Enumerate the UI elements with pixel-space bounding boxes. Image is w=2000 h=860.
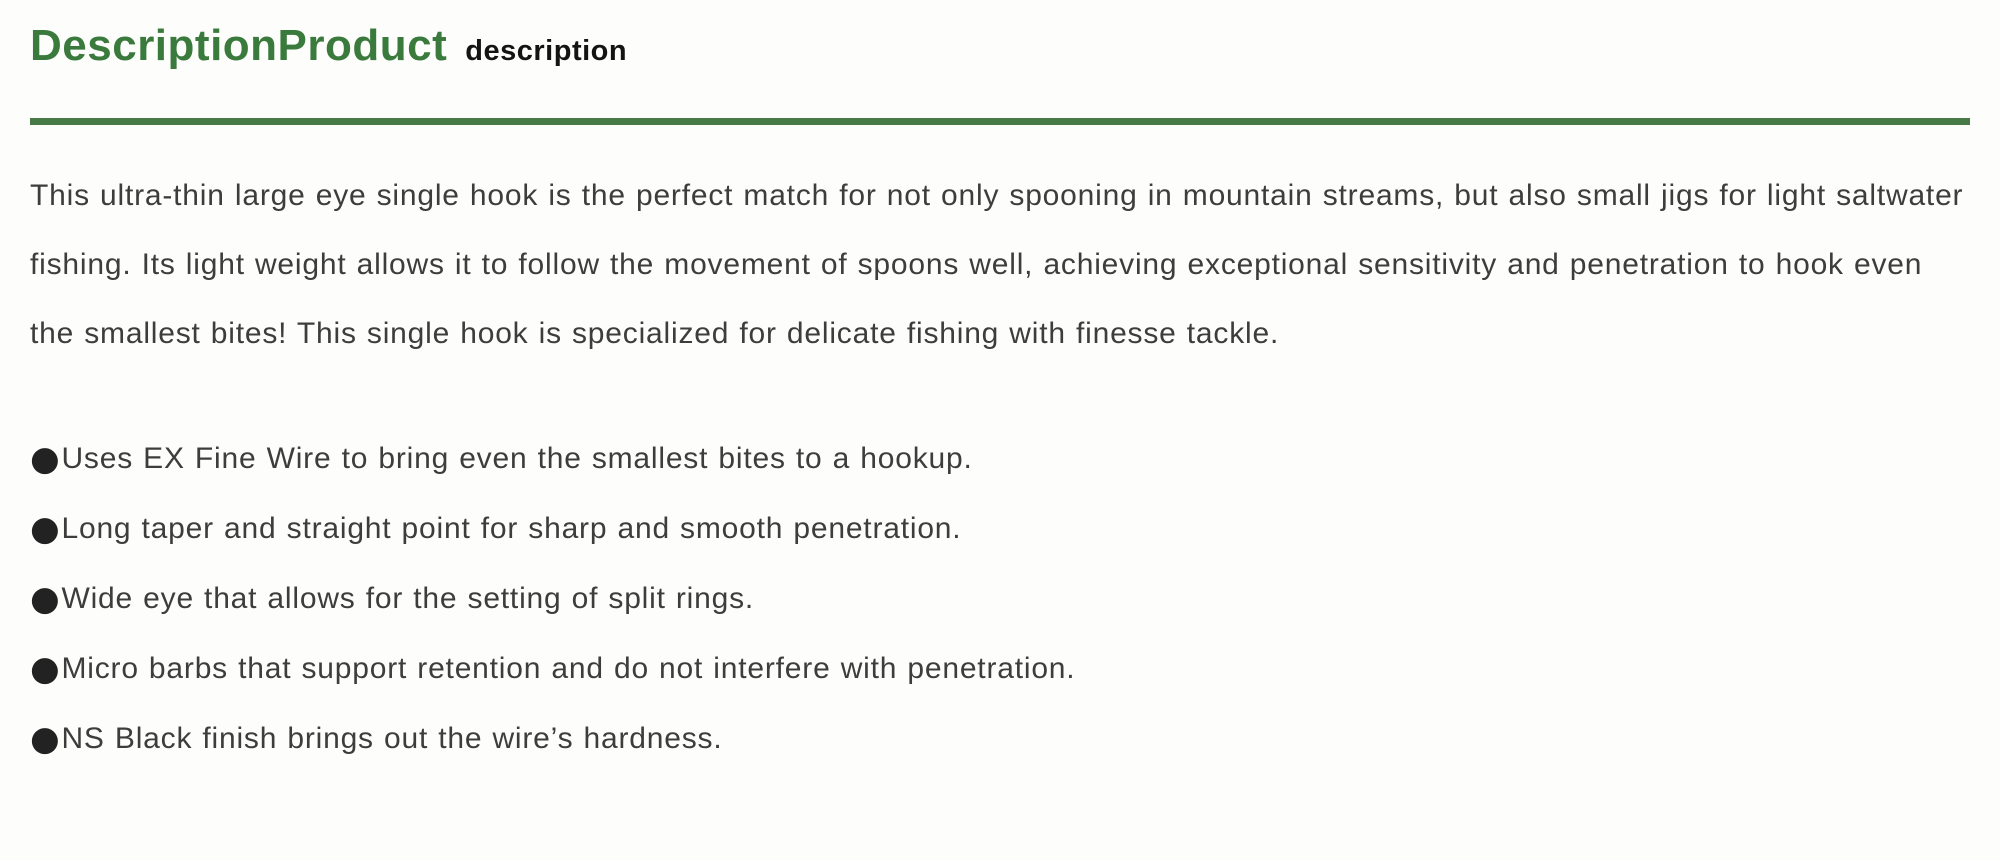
page-subtitle: description: [465, 35, 628, 67]
bullet-icon: ●: [30, 579, 61, 619]
page-title: DescriptionProduct: [30, 21, 448, 70]
product-description-section: [0, 22, 2000, 774]
list-item: [30, 494, 1970, 564]
list-item: [30, 634, 1970, 704]
feature-text: Uses EX Fine Wire to bring even the smallest bites to a hookup.: [61, 442, 973, 475]
list-item: [30, 424, 1970, 494]
feature-text: Micro barbs that support retention and do not interfere with penetration.: [61, 652, 1076, 685]
section-header: [30, 22, 1970, 70]
list-item: [30, 704, 1970, 774]
bullet-icon: ●: [30, 439, 61, 479]
feature-list: [30, 424, 1970, 774]
description-paragraph: This ultra-thin large eye single hook is the perfect match for not only spooning in mountain streams, but also small jigs for light saltwater fishing. Its light weight allows it to follow the movement of spoons well, achieving exceptional sensitivity and penetration to hook even the smallest bites! This single hook is specialized for delicate fishing with finesse tackle.: [30, 179, 1964, 350]
bullet-icon: ●: [30, 649, 61, 689]
list-item: [30, 564, 1970, 634]
bullet-icon: ●: [30, 509, 61, 549]
feature-text: NS Black finish brings out the wire’s hardness.: [61, 722, 723, 755]
header-divider: [30, 118, 1970, 125]
feature-text: Wide eye that allows for the setting of split rings.: [61, 582, 755, 615]
feature-text: Long taper and straight point for sharp and smooth penetration.: [61, 512, 962, 545]
bullet-icon: ●: [30, 719, 61, 759]
